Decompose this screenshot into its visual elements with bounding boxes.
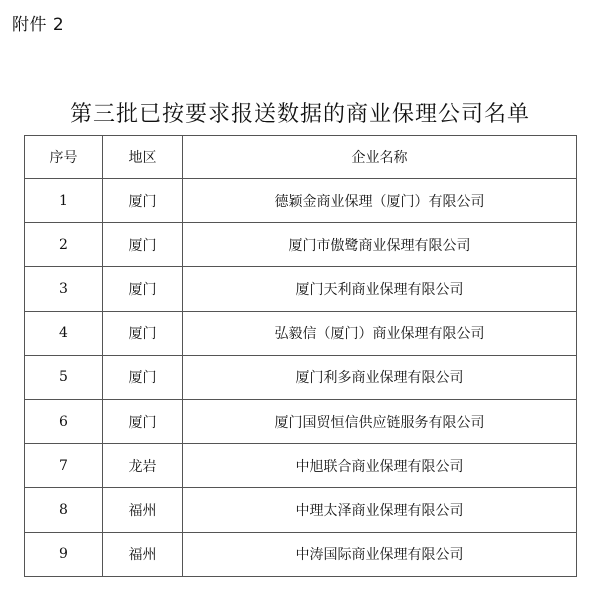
row-region: 厦门: [103, 355, 183, 399]
row-company: 弘毅信（厦门）商业保理有限公司: [183, 311, 577, 355]
row-no: 8: [25, 488, 103, 532]
row-region: 厦门: [103, 223, 183, 267]
row-region: 龙岩: [103, 444, 183, 488]
table-row: [25, 267, 577, 311]
row-company: 厦门利多商业保理有限公司: [183, 355, 577, 399]
table-header-row: [25, 136, 577, 179]
row-company: 中旭联合商业保理有限公司: [183, 444, 577, 488]
company-table: [24, 135, 577, 577]
row-no: 1: [25, 179, 103, 223]
header-company: 企业名称: [183, 136, 577, 179]
row-region: 福州: [103, 488, 183, 532]
row-company: 中理太泽商业保理有限公司: [183, 488, 577, 532]
row-region: 厦门: [103, 267, 183, 311]
row-company: 厦门天利商业保理有限公司: [183, 267, 577, 311]
table-row: [25, 223, 577, 267]
row-no: 9: [25, 532, 103, 576]
table-row: [25, 532, 577, 576]
document-title: 第三批已按要求报送数据的商业保理公司名单: [69, 101, 530, 127]
table-row: [25, 399, 577, 443]
attachment-label: 附件 2: [12, 15, 65, 35]
row-company: 中涛国际商业保理有限公司: [183, 532, 577, 576]
row-company: 德颖金商业保理（厦门）有限公司: [183, 179, 577, 223]
row-no: 7: [25, 444, 103, 488]
table-row: [25, 179, 577, 223]
table-row: [25, 355, 577, 399]
table-row: [25, 444, 577, 488]
row-no: 2: [25, 223, 103, 267]
header-region: 地区: [103, 136, 183, 179]
row-no: 6: [25, 399, 103, 443]
row-no: 5: [25, 355, 103, 399]
row-no: 4: [25, 311, 103, 355]
table-row: [25, 488, 577, 532]
header-no: 序号: [25, 136, 103, 179]
row-region: 福州: [103, 532, 183, 576]
row-company: 厦门市傲鹭商业保理有限公司: [183, 223, 577, 267]
row-region: 厦门: [103, 179, 183, 223]
row-company: 厦门国贸恒信供应链服务有限公司: [183, 399, 577, 443]
table-row: [25, 311, 577, 355]
row-region: 厦门: [103, 311, 183, 355]
row-no: 3: [25, 267, 103, 311]
row-region: 厦门: [103, 399, 183, 443]
